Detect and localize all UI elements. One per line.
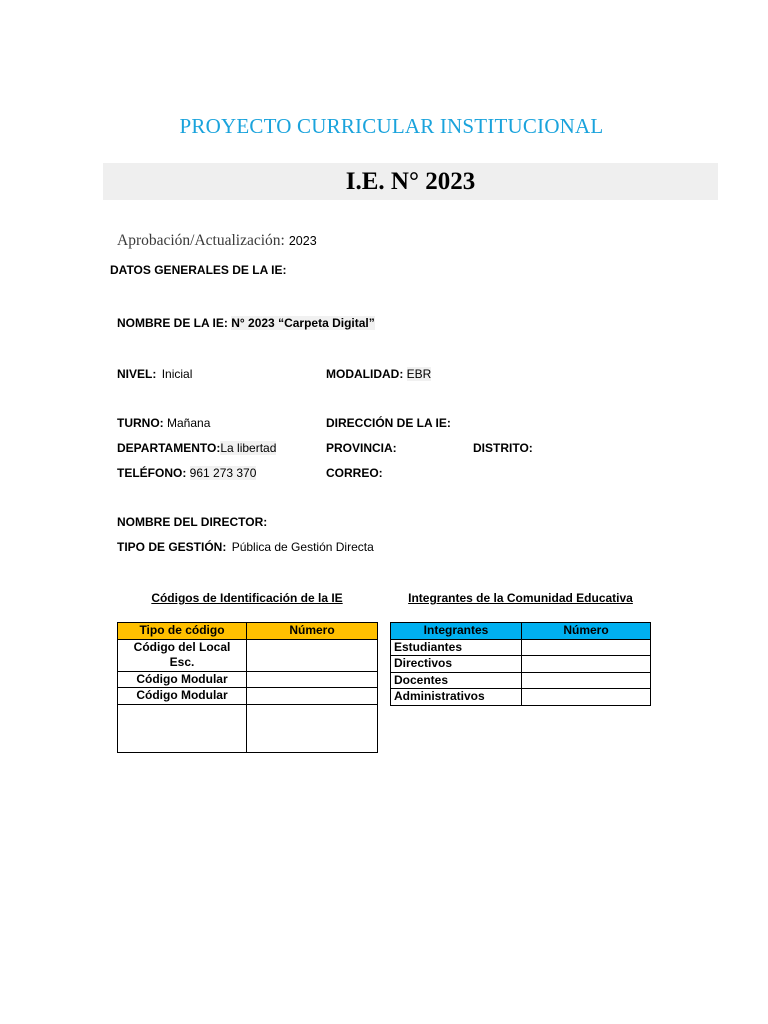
table-cell: Directivos bbox=[391, 656, 522, 673]
table-header-row bbox=[118, 623, 378, 640]
general-data-heading: DATOS GENERALES DE LA IE: bbox=[110, 263, 287, 277]
province-label: PROVINCIA: bbox=[326, 441, 397, 455]
table-row bbox=[118, 688, 378, 705]
table-cell: Estudiantes bbox=[391, 639, 522, 656]
table-cell: Docentes bbox=[391, 672, 522, 689]
level-value: Inicial bbox=[161, 367, 193, 381]
district-label: DISTRITO: bbox=[473, 441, 533, 455]
table-cell: Administrativos bbox=[391, 689, 522, 706]
modality-value: EBR bbox=[406, 367, 432, 381]
shift-line bbox=[117, 416, 210, 430]
table-cell: Código del Local Esc. bbox=[118, 639, 247, 671]
table-row bbox=[118, 704, 378, 752]
document-title: PROYECTO CURRICULAR INSTITUCIONAL bbox=[179, 114, 604, 138]
address-label: DIRECCIÓN DE LA IE: bbox=[326, 416, 451, 430]
ie-name-value: N° 2023 “Carpeta Digital” bbox=[231, 316, 375, 330]
table-cell-empty bbox=[247, 688, 378, 705]
table-cell-empty bbox=[522, 672, 651, 689]
community-table bbox=[390, 622, 651, 706]
community-table-title: Integrantes de la Comunidad Educativa bbox=[408, 591, 633, 605]
table-cell-empty bbox=[247, 671, 378, 688]
table-row bbox=[391, 672, 651, 689]
table-header-cell: Número bbox=[247, 623, 378, 640]
ie-number: I.E. N° 2023 bbox=[345, 168, 476, 195]
table-header-cell: Número bbox=[522, 623, 651, 640]
level-line bbox=[117, 367, 192, 381]
approval-value: 2023 bbox=[288, 234, 317, 248]
table-header-row bbox=[391, 623, 651, 640]
approval-line bbox=[117, 232, 317, 250]
table-header-cell: Tipo de código bbox=[118, 623, 247, 640]
phone-line bbox=[117, 466, 256, 480]
phone-value: 961 273 370 bbox=[189, 466, 257, 480]
management-value: Pública de Gestión Directa bbox=[231, 540, 374, 554]
modality-line bbox=[326, 367, 431, 381]
director-label: NOMBRE DEL DIRECTOR: bbox=[117, 515, 268, 529]
table-cell-empty bbox=[522, 689, 651, 706]
department-value: La libertad bbox=[220, 441, 277, 455]
table-header-cell: Integrantes bbox=[391, 623, 522, 640]
management-line bbox=[117, 540, 374, 554]
shift-value: Mañana bbox=[167, 416, 211, 430]
department-line bbox=[117, 441, 276, 455]
level-label: NIVEL: bbox=[117, 367, 157, 381]
table-cell-empty bbox=[522, 639, 651, 656]
table-cell-empty bbox=[118, 704, 247, 752]
table-cell-empty bbox=[247, 704, 378, 752]
approval-label: Aprobación/Actualización: bbox=[117, 232, 285, 249]
table-cell-empty bbox=[522, 656, 651, 673]
shift-label: TURNO: bbox=[117, 416, 164, 430]
management-label: TIPO DE GESTIÓN: bbox=[117, 540, 227, 554]
table-row bbox=[391, 639, 651, 656]
codes-table-title: Códigos de Identificación de la IE bbox=[151, 591, 343, 605]
table-row bbox=[391, 656, 651, 673]
ie-name-label: NOMBRE DE LA IE: bbox=[117, 316, 228, 330]
table-cell-empty bbox=[247, 639, 378, 671]
table-row bbox=[118, 671, 378, 688]
table-row bbox=[391, 689, 651, 706]
table-cell: Código Modular bbox=[118, 688, 247, 705]
codes-table bbox=[117, 622, 378, 753]
table-cell: Código Modular bbox=[118, 671, 247, 688]
ie-name-line bbox=[117, 316, 375, 330]
phone-label: TELÉFONO: bbox=[117, 466, 187, 480]
email-label: CORREO: bbox=[326, 466, 383, 480]
department-label: DEPARTAMENTO: bbox=[117, 441, 221, 455]
modality-label: MODALIDAD: bbox=[326, 367, 404, 381]
table-row bbox=[118, 639, 378, 671]
